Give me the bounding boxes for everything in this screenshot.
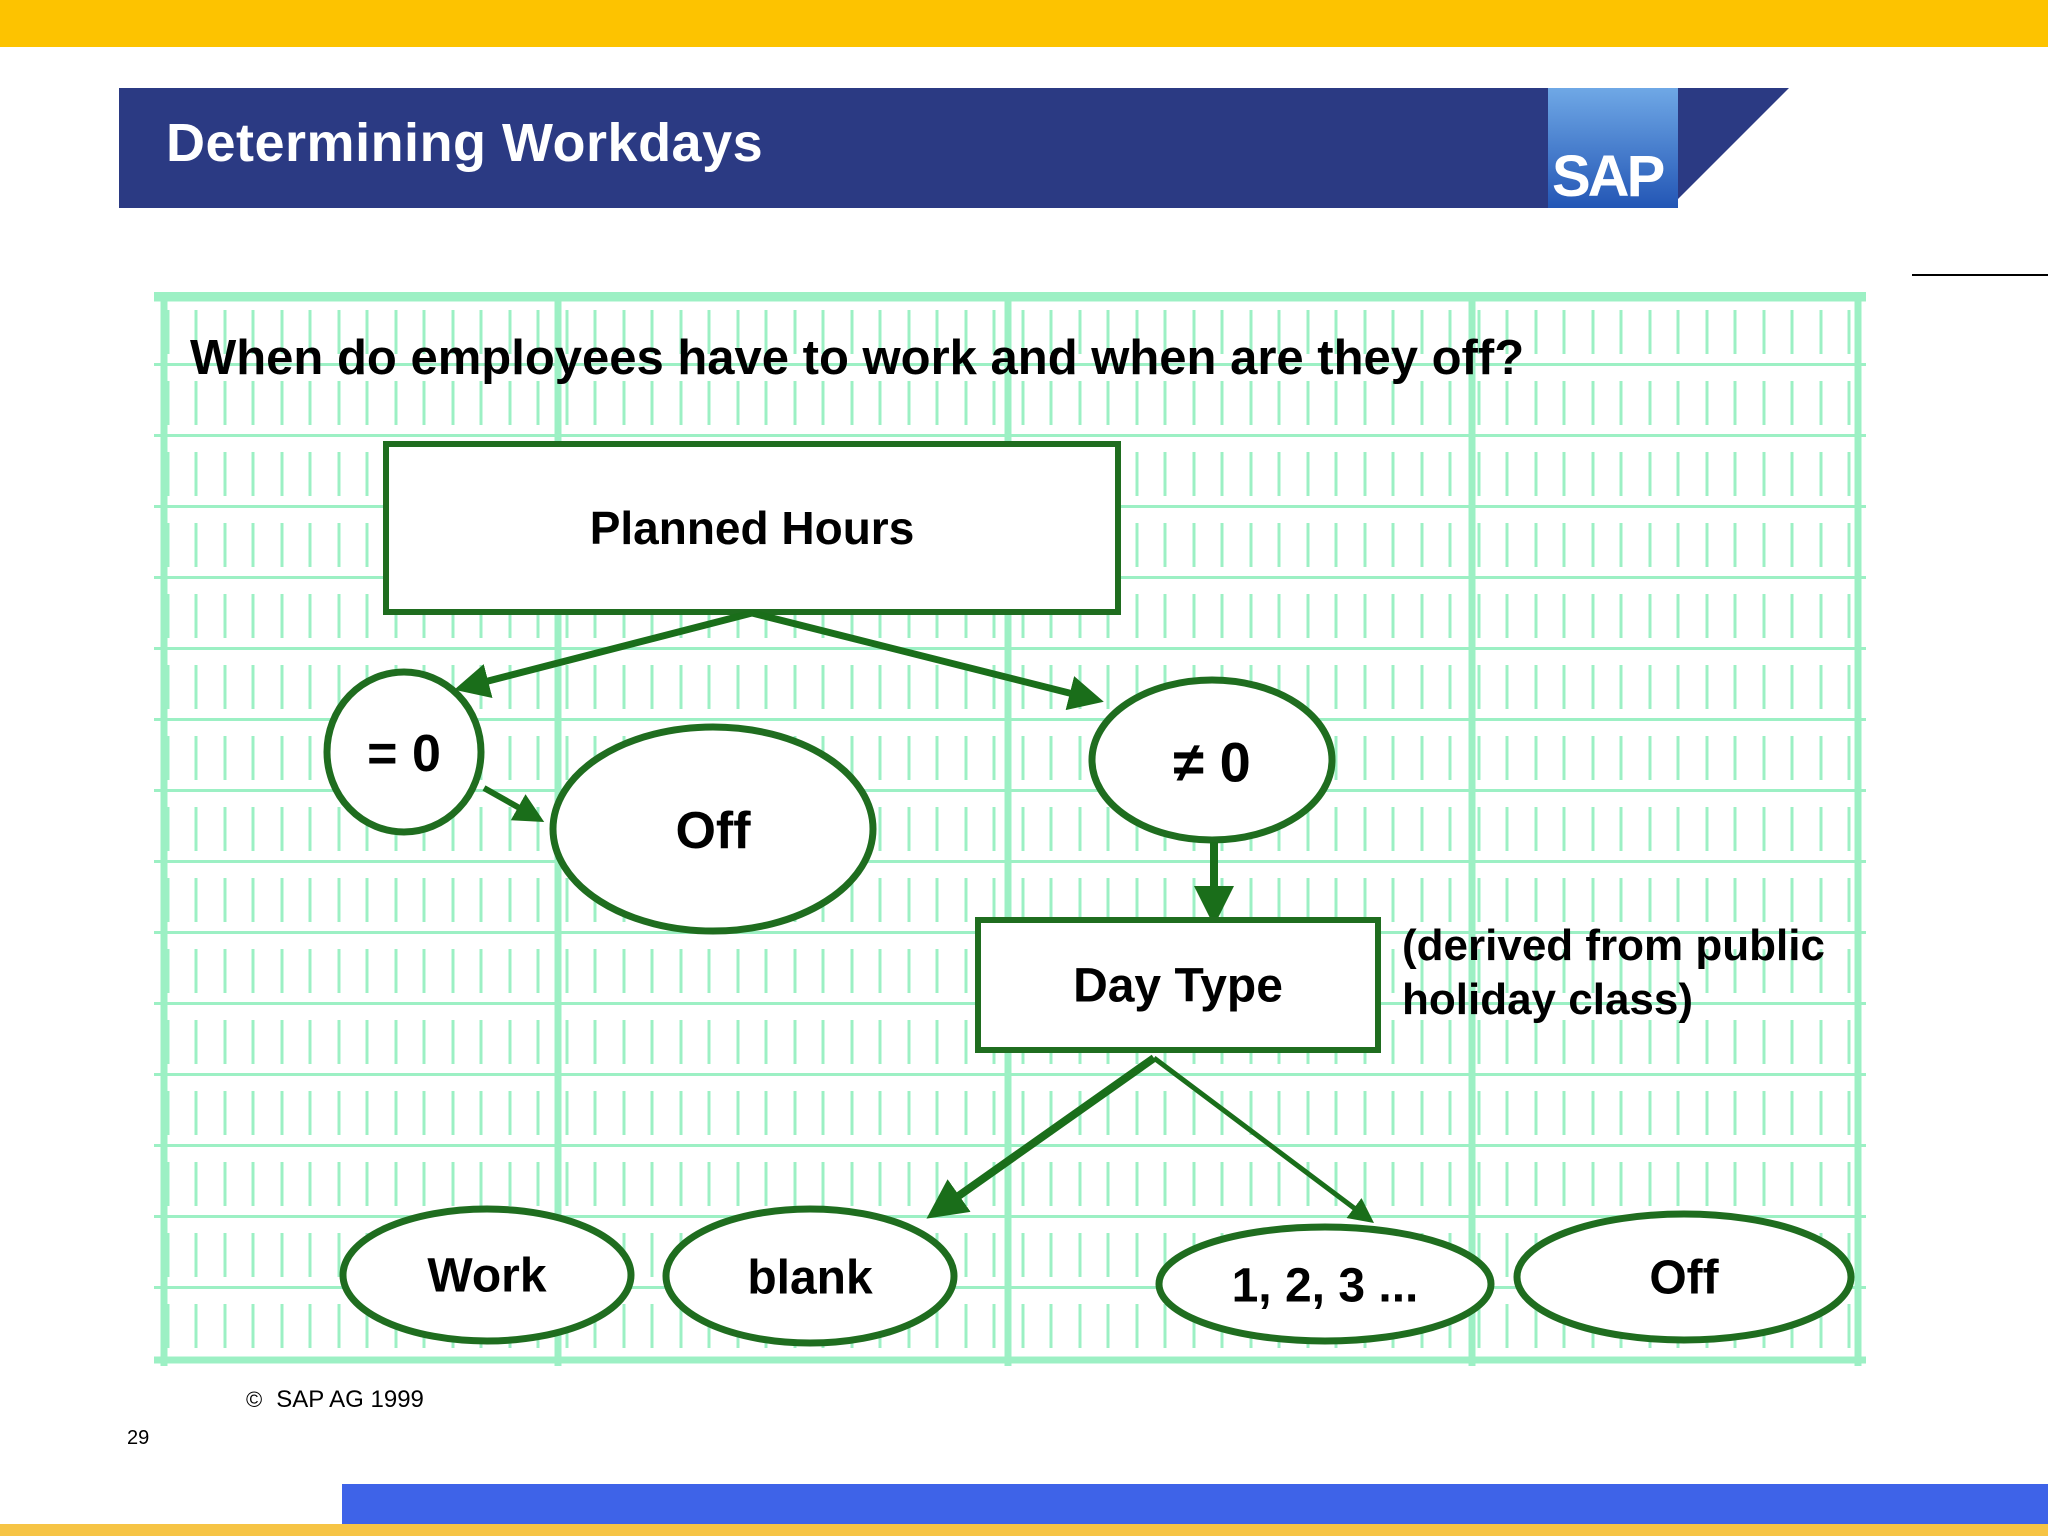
footer-blue-bar <box>342 1484 2048 1524</box>
blank-label: blank <box>747 1251 873 1305</box>
work-label: Work <box>427 1249 547 1303</box>
right-divider-line <box>1912 274 2048 276</box>
sap-logo <box>1548 88 1678 208</box>
workday-flow-diagram <box>154 292 1866 1366</box>
not-zero-label: ≠ 0 <box>1173 730 1251 794</box>
slide-title: Determining Workdays <box>166 113 764 173</box>
planned-hours-label: Planned Hours <box>589 502 915 554</box>
day-type-label: Day Type <box>1073 959 1283 1013</box>
sap-logo-text: SAP <box>1552 144 1663 208</box>
footer-yellow-bar <box>0 1524 2048 1536</box>
diagram-question: When do employees have to work and when are they off? <box>190 331 1525 385</box>
top-accent-bar <box>0 0 2048 47</box>
off-bottom-label: Off <box>1649 1251 1719 1305</box>
off-top-label: Off <box>675 802 751 860</box>
footer-copyright <box>246 1386 424 1414</box>
numbers-label: 1, 2, 3 ... <box>1231 1259 1419 1313</box>
page-number: 29 <box>127 1427 150 1449</box>
equals-zero-label: = 0 <box>367 725 441 783</box>
copyright-icon: © <box>246 1387 263 1412</box>
derived-note-line2: holiday class) <box>1402 975 1694 1024</box>
derived-note-line1: (derived from public <box>1402 921 1825 970</box>
copyright-text: SAP AG 1999 <box>276 1386 424 1413</box>
